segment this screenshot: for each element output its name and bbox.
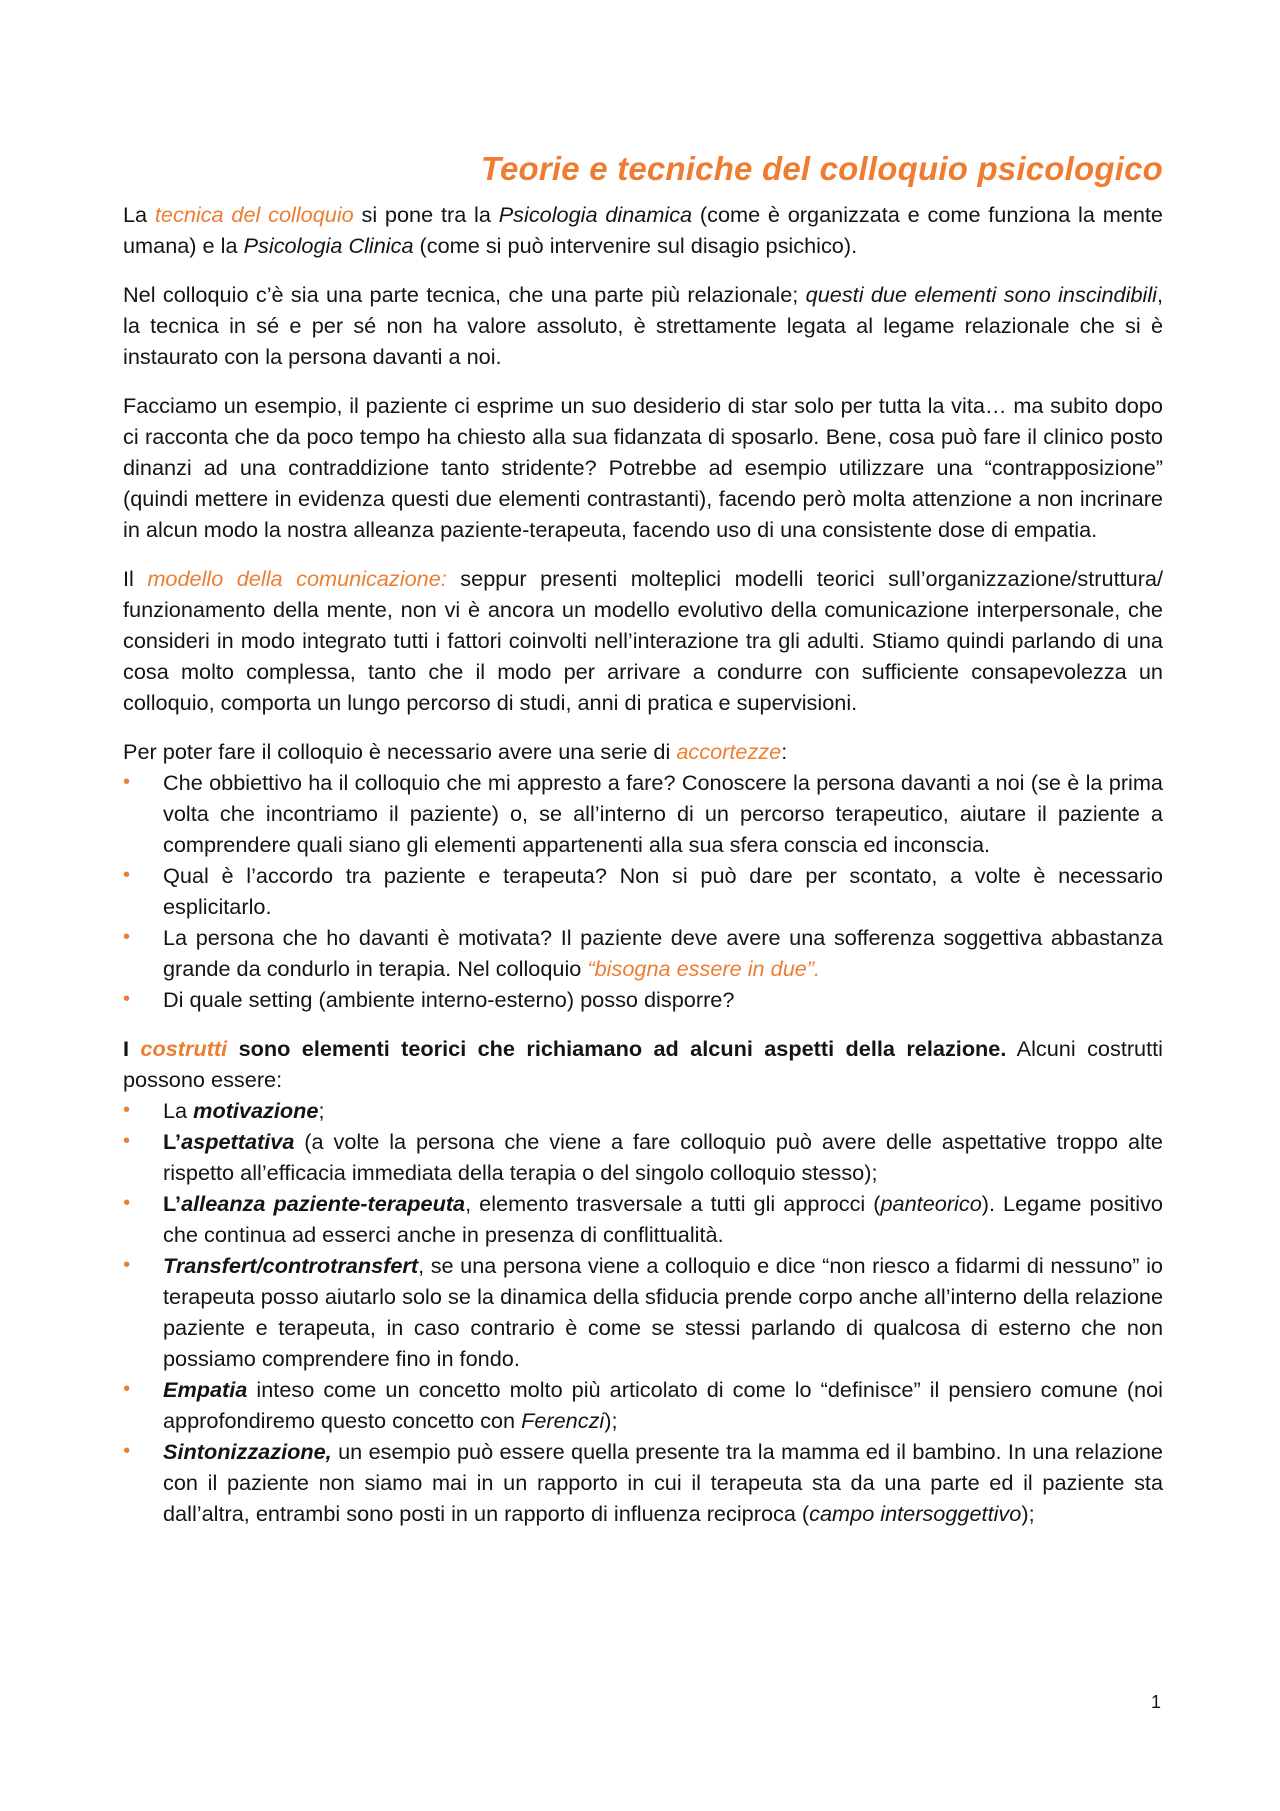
bullet-icon: • xyxy=(123,988,131,1010)
list-item xyxy=(123,1188,1163,1250)
term-panteorico: panteorico xyxy=(880,1191,982,1216)
text-run: La persona che ho davanti è motivata? Il paziente deve avere una sofferenza soggettiva abbastanza grande da condurlo in terapia. Nel colloquio xyxy=(163,925,1163,981)
bullet-icon: • xyxy=(123,864,131,886)
bullet-icon: • xyxy=(123,771,131,793)
highlight-modello-comunicazione: modello della comunicazione: xyxy=(147,566,447,591)
text-run: Che obbiettivo ha il colloquio che mi appresto a fare? Conoscere la persona davanti a noi (se è la prima volta che incontriamo il paziente) o, se all’interno di un percorso terapeutico, aiutare il paziente a comprendere quali siano gli elementi appartenenti alla sua sfera conscia ed inconscia. xyxy=(163,770,1163,857)
text-run: inteso come un concetto molto più articolato di come lo “definisce” il pensiero comune (noi approfondiremo questo concetto con xyxy=(163,1377,1163,1433)
bullet-icon: • xyxy=(123,1099,131,1121)
term-psicologia-dinamica: Psicologia dinamica xyxy=(498,202,693,227)
text-run: I xyxy=(123,1036,141,1061)
list-item xyxy=(123,1250,1163,1374)
text-run: La xyxy=(123,202,155,227)
page-number: 1 xyxy=(1151,1692,1162,1712)
text-run: Il xyxy=(123,566,148,591)
list-item xyxy=(123,1095,1163,1126)
text-run: Alcuni costrutti possono essere: xyxy=(123,1036,1163,1092)
text-run: si pone tra la xyxy=(353,202,499,227)
paragraph-modello-comunicazione xyxy=(123,563,1163,718)
text-run: ; xyxy=(318,1098,325,1123)
paragraph-intro xyxy=(123,199,1163,261)
paragraph-esempio: Facciamo un esempio, il paziente ci esprime un suo desiderio di star solo per tutta la vita… ma subito dopo ci racconta che da poco tempo ha chiesto alla sua fidanzata di sposarlo. Bene, cosa può fare il clinico posto dinanzi ad una contraddizione tanto stridente? Potrebbe ad esempio utilizzare una “contrapposizione” (quindi mettere in evidenza questi due elementi contrastanti), facendo però molta attenzione a non incrinare in alcun modo la nostra alleanza paziente-terapeuta, facendo uso di una consistente dose di empatia. xyxy=(123,393,1163,542)
text-run: seppur presenti molteplici modelli teorici sull’organizzazione/struttura/ funzionamento della mente, non vi è ancora un modello evolutivo della comunicazione interpersonale, che consideri in modo integrato tutti i fattori coinvolti nell’interazione tra gli adulti. Stiamo quindi parlando di una cosa molto complessa, tanto che il modo per arrivare a condurre con sufficiente consapevolezza un colloquio, comporta un lungo percorso di studi, anni di pratica e supervisioni. xyxy=(123,566,1164,715)
text-run: L’ xyxy=(163,1129,182,1154)
text-run: un esempio può essere quella presente tra la mamma ed il bambino. In una relazione con il paziente non siamo mai in un rapporto in cui il terapeuta sta da una parte ed il paziente sta dall’altra, entrambi sono posti in un rapporto di influenza reciproca ( xyxy=(163,1439,1163,1526)
costrutti-list xyxy=(123,1095,1163,1529)
list-item xyxy=(123,1126,1163,1188)
text-run: : xyxy=(781,739,788,764)
term-alleanza: alleanza paziente-terapeuta xyxy=(181,1191,466,1216)
text-run: (come è organizzata e come funziona la mente umana) e la xyxy=(123,202,1163,258)
term-psicologia-clinica: Psicologia Clinica xyxy=(243,233,414,258)
highlight-accortezze: accortezze xyxy=(676,739,782,764)
text-run: , la tecnica in sé e per sé non ha valore assoluto, è strettamente legata al legame relazionale che si è instaurato con la persona davanti a noi. xyxy=(123,282,1163,369)
list-item xyxy=(123,767,1163,860)
page-title: Teorie e tecniche del colloquio psicologico xyxy=(480,150,1163,187)
text-run: , elemento trasversale a tutti gli approcci ( xyxy=(465,1191,881,1216)
term-sintonizzazione: Sintonizzazione, xyxy=(163,1439,332,1464)
highlight-costrutti: costrutti xyxy=(140,1036,228,1061)
text-run: (come si può intervenire sul disagio psichico). xyxy=(413,233,858,258)
bullet-icon: • xyxy=(123,926,131,948)
emphasis-inscindibili: questi due elementi sono inscindibili xyxy=(805,282,1157,307)
text-run: ). Legame positivo che continua ad esserci anche in presenza di conflittualità. xyxy=(163,1191,1163,1247)
text-run: (a volte la persona che viene a fare colloquio può avere delle aspettative troppo alte rispetto all’efficacia immediata della terapia o del singolo colloquio stesso); xyxy=(163,1129,1163,1185)
list-item xyxy=(123,1374,1163,1436)
list-item xyxy=(123,984,1163,1015)
list-item xyxy=(123,860,1163,922)
text-run: La xyxy=(163,1098,194,1123)
text-run: , se una persona viene a colloquio e dice “non riesco a fidarmi di nessuno” io terapeuta posso aiutarlo solo se la dinamica della sfiducia prende corpo anche all’interno della relazione paziente e terapeuta, in caso contrario è come se stessi parlando di qualcosa di esterno che non possiamo comprendere fino in fondo. xyxy=(163,1253,1163,1371)
list-item xyxy=(123,1436,1163,1529)
text-run: Nel colloquio c’è sia una parte tecnica, che una parte più relazionale; xyxy=(123,282,806,307)
text-run: L’ xyxy=(163,1191,182,1216)
bullet-icon: • xyxy=(123,1440,131,1462)
text-run: ); xyxy=(1021,1501,1035,1526)
paragraph-costrutti xyxy=(123,1033,1163,1095)
term-campo-intersoggettivo: campo intersoggettivo xyxy=(809,1501,1022,1526)
term-motivazione: motivazione xyxy=(193,1098,319,1123)
term-transfert: Transfert/controtransfert xyxy=(163,1253,419,1278)
list-item xyxy=(123,922,1163,984)
accortezze-list xyxy=(123,767,1163,1015)
text-run: Per poter fare il colloquio è necessario avere una serie di xyxy=(123,739,677,764)
term-aspettativa: aspettativa xyxy=(181,1129,295,1154)
term-empatia: Empatia xyxy=(163,1377,248,1402)
bullet-icon: • xyxy=(123,1130,131,1152)
text-run: sono elementi teorici che richiamano ad alcuni aspetti della relazione. xyxy=(227,1036,1007,1061)
highlight-tecnica-del-colloquio: tecnica del colloquio xyxy=(154,202,354,227)
term-ferenczi: Ferenczi xyxy=(521,1408,605,1433)
text-run: Qual è l’accordo tra paziente e terapeuta? Non si può dare per scontato, a volte è necessario esplicitarlo. xyxy=(163,863,1163,919)
text-run: ); xyxy=(604,1408,618,1433)
text-run: Di quale setting (ambiente interno-esterno) posso disporre? xyxy=(163,987,735,1012)
highlight-bisogna-essere-in-due: “bisogna essere in due”. xyxy=(587,956,821,981)
bullet-icon: • xyxy=(123,1192,131,1214)
bullet-icon: • xyxy=(123,1254,131,1276)
paragraph-tecnica-relazione xyxy=(123,279,1163,372)
bullet-icon: • xyxy=(123,1378,131,1400)
body-text xyxy=(123,199,1163,1547)
paragraph-accortezze xyxy=(123,736,1163,767)
